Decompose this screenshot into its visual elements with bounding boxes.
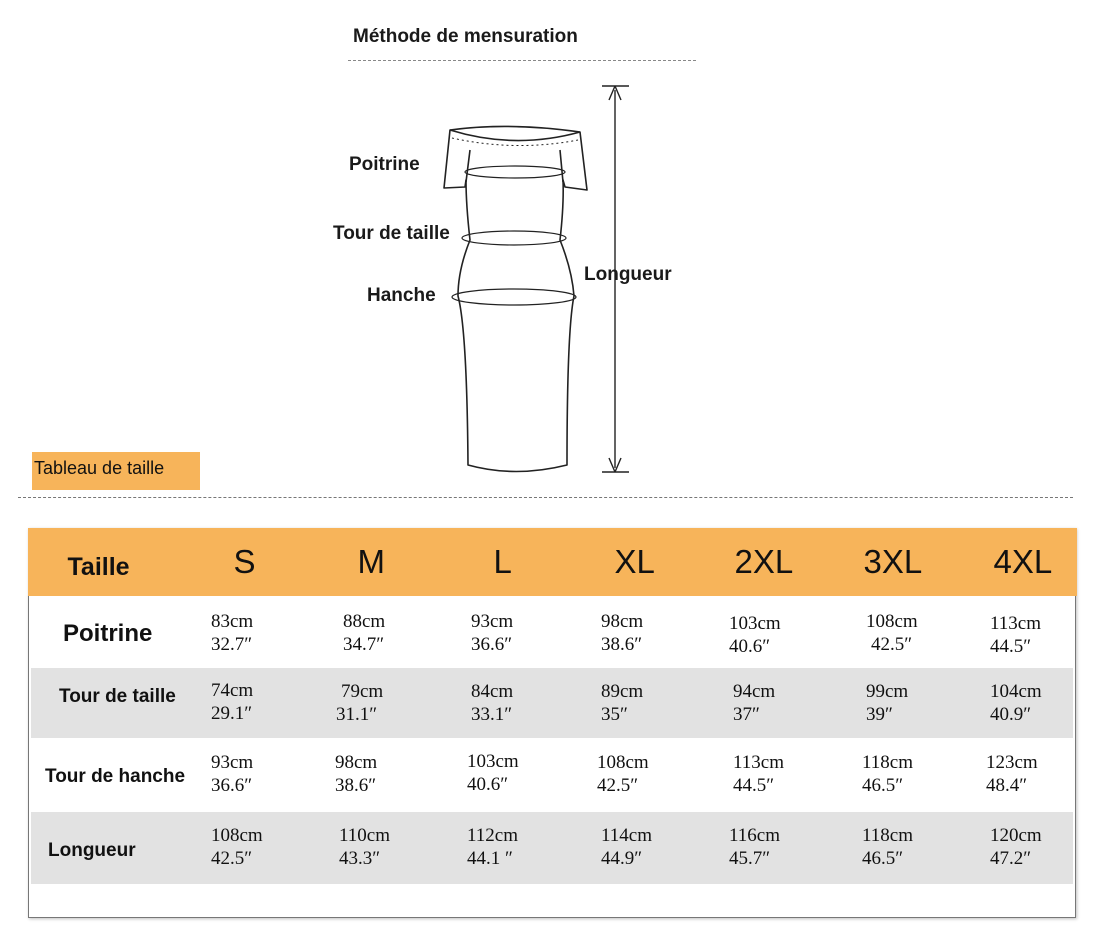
header-size-label: Taille (67, 553, 130, 581)
cell-cm: 108cm (211, 825, 263, 846)
method-title: Méthode de mensuration (353, 26, 578, 47)
cell-in: 42.5″ (871, 634, 913, 655)
cell-cm: 93cm (211, 752, 254, 773)
header-size-3xl: 3XL (863, 543, 923, 580)
cell (601, 680, 643, 726)
cell-in: 48.4″ (986, 775, 1028, 796)
cell-in: 36.6″ (211, 775, 253, 796)
cell-in: 33.1″ (471, 704, 513, 725)
cell (471, 610, 513, 656)
cell-in: 46.5″ (862, 775, 904, 796)
cell-cm: 110cm (339, 825, 391, 846)
cell-cm: 120cm (990, 825, 1042, 846)
cell-cm: 118cm (862, 825, 914, 846)
header-size-l: L (493, 543, 512, 580)
cell-cm: 116cm (729, 825, 781, 846)
section-divider (18, 497, 1073, 498)
cell (986, 751, 1038, 797)
cell-in: 29.1″ (211, 703, 253, 724)
cell-in: 44.1 ″ (467, 848, 513, 869)
cell-in: 42.5″ (211, 848, 253, 869)
table-row-waist (31, 668, 1073, 738)
cell-in: 38.6″ (601, 634, 643, 655)
cell-in: 44.5″ (990, 636, 1032, 657)
cell (866, 680, 908, 726)
row-label: Longueur (48, 840, 136, 861)
bust-ellipse (465, 166, 565, 178)
cell-cm: 94cm (733, 681, 776, 702)
cell-in: 46.5″ (862, 848, 904, 869)
cell (601, 610, 643, 656)
header-size-2xl: 2XL (734, 543, 794, 580)
cell (990, 680, 1042, 726)
cell (729, 824, 780, 870)
cell-in: 38.6″ (335, 775, 377, 796)
cell (211, 824, 263, 870)
size-chart-badge: Tableau de taille (32, 452, 200, 490)
cell-in: 35″ (601, 704, 628, 725)
cell-cm: 103cm (729, 613, 781, 634)
cell-cm: 74cm (211, 680, 254, 701)
cell-cm: 103cm (467, 751, 519, 772)
table-row-hip (31, 738, 1073, 812)
cell (211, 751, 253, 797)
cell-in: 42.5″ (597, 775, 639, 796)
row-label: Tour de hanche (45, 766, 186, 787)
header-size-s: S (233, 543, 256, 580)
label-bust: Poitrine (349, 154, 420, 175)
cell (729, 612, 781, 658)
cell-in: 40.6″ (729, 636, 771, 657)
cell-in: 32.7″ (211, 634, 253, 655)
cell-cm: 93cm (471, 611, 514, 632)
cell-cm: 83cm (211, 611, 254, 632)
cell-cm: 89cm (601, 681, 644, 702)
cell (467, 750, 519, 796)
row-label: Poitrine (63, 620, 153, 647)
cell-cm: 88cm (343, 611, 386, 632)
header-size-m: M (357, 543, 385, 580)
label-waist: Tour de taille (333, 223, 450, 244)
label-hip: Hanche (367, 285, 436, 306)
cell-cm: 123cm (986, 752, 1038, 773)
neckline (450, 130, 580, 141)
header-size-4xl: 4XL (993, 543, 1053, 580)
cell (866, 610, 918, 656)
cell-cm: 114cm (601, 825, 653, 846)
cell-in: 44.5″ (733, 775, 775, 796)
waist-ellipse (462, 231, 566, 245)
hip-ellipse (452, 289, 576, 305)
cell (990, 824, 1042, 870)
cell-cm: 108cm (866, 611, 918, 632)
cell-in: 45.7″ (729, 848, 771, 869)
cell-cm: 108cm (597, 752, 649, 773)
table-row-bust (31, 598, 1073, 668)
cell (211, 679, 253, 725)
cell-cm: 98cm (601, 611, 644, 632)
cell-in: 31.1″ (336, 704, 378, 725)
cell-cm: 112cm (467, 825, 519, 846)
cell-cm: 99cm (866, 681, 909, 702)
cell-cm: 104cm (990, 681, 1042, 702)
cell (339, 824, 390, 870)
cell-in: 37″ (733, 704, 760, 725)
header-size-xl: XL (614, 543, 655, 580)
table-header (28, 528, 1077, 596)
cell-in: 40.9″ (990, 704, 1032, 725)
cell (336, 680, 383, 726)
cell (733, 680, 775, 726)
cell (211, 610, 253, 656)
cell (343, 610, 385, 656)
cell (467, 824, 518, 870)
cell (990, 612, 1041, 658)
cell (597, 751, 649, 797)
cell-in: 39″ (866, 704, 893, 725)
cell-cm: 79cm (341, 681, 384, 702)
label-length: Longueur (584, 264, 672, 285)
cell-in: 47.2″ (990, 848, 1032, 869)
cell (862, 824, 913, 870)
cell-in: 40.6″ (467, 774, 509, 795)
cell-in: 43.3″ (339, 848, 381, 869)
cell-cm: 84cm (471, 681, 514, 702)
cell (471, 680, 513, 726)
cell (601, 824, 652, 870)
cell-cm: 118cm (862, 752, 914, 773)
cell (335, 751, 377, 797)
row-label: Tour de taille (59, 686, 176, 707)
cell-in: 36.6″ (471, 634, 513, 655)
cell (733, 751, 784, 797)
cell (862, 751, 913, 797)
cell-cm: 113cm (990, 613, 1042, 634)
size-table (28, 528, 1076, 918)
cell-in: 34.7″ (343, 634, 385, 655)
cell-cm: 98cm (335, 752, 378, 773)
cell-in: 44.9″ (601, 848, 643, 869)
cell-cm: 113cm (733, 752, 785, 773)
table-row-length (31, 812, 1073, 884)
